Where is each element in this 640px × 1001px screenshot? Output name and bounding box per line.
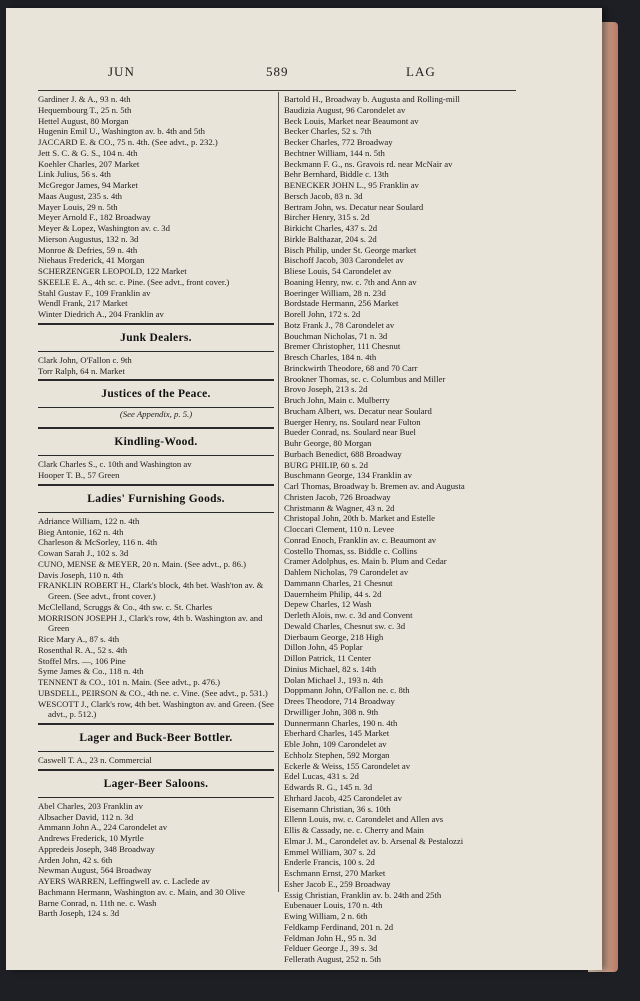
- directory-entry: Fellerath August, 252 n. 5th: [284, 954, 382, 964]
- directory-entry: Stoffel Mrs. —, 106 Pine: [38, 655, 126, 666]
- directory-entry: Bliese Louis, 54 Carondelet av: [284, 266, 392, 276]
- directory-entry: Becker Charles, 52 s. 7th: [284, 126, 372, 137]
- directory-entry: TENNENT & CO., 101 n. Main. (See advt., p. 476.): [38, 677, 221, 687]
- directory-entry: Eckerle & Weiss, 155 Carondelet av: [284, 760, 411, 771]
- directory-entry: Clark John, O'Fallon c. 9th: [38, 354, 132, 365]
- directory-entry: Essig Christian, Franklin av. b. 24th and 25th: [284, 889, 442, 900]
- directory-entry: Bordstade Hermann, 256 Market: [284, 298, 399, 309]
- left-column: [38, 94, 274, 919]
- directory-entry: Conrad Enoch, Franklin av. c. Beaumont av: [284, 534, 437, 545]
- lager-saloons-list: [38, 801, 274, 919]
- directory-entry: Dunnermann Charles, 190 n. 4th: [284, 717, 398, 728]
- directory-entry: Becker Charles, 772 Broadway: [284, 137, 393, 147]
- directory-entry: Bresch Charles, 184 n. 4th: [284, 352, 377, 362]
- directory-entry: Buerger Henry, ns. Soulard near Fulton: [284, 416, 421, 427]
- directory-entry: Edwards R. G., 145 n. 3d: [284, 782, 373, 792]
- directory-entry: SKEELE E. A., 4th sc. c. Pine. (See advt., front cover.): [38, 276, 230, 287]
- directory-entry: Feldkamp Ferdinand, 201 n. 2d: [284, 921, 394, 932]
- directory-entry: Boeringer William, 28 n. 23d: [284, 287, 386, 298]
- directory-entry: Abel Charles, 203 Franklin av: [38, 800, 143, 811]
- directory-entry: Dolan Michael J., 193 n. 4th: [284, 674, 383, 685]
- directory-entry: Cowan Sarah J., 102 s. 3d: [38, 548, 129, 558]
- directory-entry: Eisemann Christian, 36 s. 10th: [284, 803, 391, 814]
- directory-entry: Hugenin Emil U., Washington av. b. 4th and 5th: [38, 126, 205, 137]
- directory-entry: Costello Thomas, ss. Biddle c. Collins: [284, 545, 418, 556]
- directory-entry: Mayer Louis, 29 n. 5th: [38, 201, 118, 212]
- directory-entry: Bersch Jacob, 83 n. 3d: [284, 190, 363, 201]
- directory-entry: BENECKER JOHN L., 95 Franklin av: [284, 180, 419, 190]
- directory-entry: Baudizia August, 96 Carondelet av: [284, 104, 406, 115]
- directory-entry: Beckmann F. G., ns. Gravois rd. near McNair av: [284, 158, 453, 169]
- directory-entry: Dinius Michael, 82 s. 14th: [284, 663, 377, 674]
- directory-entry: Dauernheim Philip, 44 s. 2d: [284, 588, 382, 599]
- directory-entry: Ellis & Cassady, ne. c. Cherry and Main: [284, 825, 424, 835]
- directory-entry: MORRISON JOSEPH J., Clark's row, 4th b. Washington av. and Green: [38, 612, 263, 634]
- directory-entry: FRANKLIN ROBERT H., Clark's block, 4th bet. Wash'ton av. & Green. (See advt., front cover.): [38, 580, 264, 601]
- directory-entry: Hettel August, 80 Morgan: [38, 115, 129, 126]
- directory-entry: Syme James & Co., 118 n. 4th: [38, 666, 144, 677]
- directory-entry: BURG PHILIP, 60 s. 2d: [284, 459, 368, 470]
- directory-entry: Bouchman Nicholas, 71 n. 3d: [284, 330, 388, 341]
- directory-entry: Charleson & McSorley, 116 n. 4th: [38, 537, 158, 548]
- directory-entry: Dahlem Nicholas, 79 Carondelet av: [284, 567, 409, 577]
- directory-entry: Koehler Charles, 207 Market: [38, 158, 140, 169]
- section-heading-lager-bottler: Lager and Buck-Beer Bottler.: [79, 732, 233, 744]
- directory-entry: Wendl Frank, 217 Market: [38, 298, 128, 309]
- directory-entry: Eschmann Ernst, 270 Market: [284, 868, 386, 878]
- directory-entry: Davis Joseph, 110 n. 4th: [38, 569, 124, 580]
- directory-entry: Brookner Thomas, sc. c. Columbus and Miller: [284, 373, 446, 384]
- directory-entry: Ehrhard Jacob, 425 Carondelet av: [284, 792, 402, 803]
- directory-entry: Emmel William, 307 s. 2d: [284, 846, 376, 857]
- directory-entry: Depew Charles, 12 Wash: [284, 599, 372, 610]
- junk-list: [38, 355, 274, 377]
- directory-entry: Dewald Charles, Chesnut sw. c. 3d: [284, 620, 406, 631]
- directory-entry: Elmar J. M., Carondelet av. b. Arsenal & Pestalozzi: [284, 835, 464, 846]
- directory-entry: Borell John, 172 s. 2d: [284, 309, 361, 319]
- directory-entry: Maas August, 235 s. 4th: [38, 190, 122, 201]
- directory-entry: Rice Mary A., 87 s. 4th: [38, 634, 120, 644]
- directory-entry: Behr Bernhard, Biddle c. 13th: [284, 169, 389, 180]
- directory-entry: Bertram John, ws. Decatur near Soulard: [284, 201, 424, 212]
- directory-entry: SCHERZENGER LEOPOLD, 122 Market: [38, 266, 187, 276]
- directory-entry: Ammann John A., 224 Carondelet av: [38, 822, 168, 833]
- directory-entry: Christmann & Wagner, 43 n. 2d: [284, 502, 395, 513]
- directory-entry: Dillon Patrick, 11 Center: [284, 653, 372, 663]
- directory-entry: Arden John, 42 s. 6th: [38, 854, 113, 865]
- directory-entry: Edel Lucas, 431 s. 2d: [284, 771, 359, 782]
- directory-entry: Beck Louis, Market near Beaumont av: [284, 115, 419, 126]
- directory-entry: Hequembourg T., 25 n. 5th: [38, 104, 132, 115]
- directory-entry: Boaning Henry, nw. c. 7th and Ann av: [284, 276, 417, 287]
- directory-entry: McGregor James, 94 Market: [38, 180, 138, 190]
- directory-entry: AYERS WARREN, Leffingwell av. c. Laclede av: [38, 876, 210, 886]
- directory-entry: Bieg Antonie, 162 n. 4th: [38, 526, 124, 537]
- directory-entry: Eble John, 109 Carondelet av: [284, 739, 387, 749]
- header-right-guide: LAG: [406, 64, 436, 79]
- directory-entry: Andrews Frederick, 10 Myrtle: [38, 833, 144, 843]
- directory-entry: JACCARD E. & CO., 75 n. 4th. (See advt., p. 232.): [38, 137, 218, 147]
- directory-entry: Barth Joseph, 124 s. 3d: [38, 908, 120, 919]
- directory-entry: Botz Frank J., 78 Carondelet av: [284, 319, 395, 330]
- directory-entry: Christen Jacob, 726 Broadway: [284, 491, 391, 502]
- directory-entry: Cramer Adolphus, es. Main b. Plum and Cedar: [284, 556, 447, 567]
- kindling-list: [38, 459, 274, 481]
- directory-entry: Stahl Gustav F., 109 Franklin av: [38, 287, 151, 298]
- directory-entry: Bischoff Jacob, 303 Carondelet av: [284, 255, 404, 266]
- directory-entry: CUNO, MENSE & MEYER, 20 n. Main. (See advt., p. 86.): [38, 558, 247, 569]
- right-column: [284, 94, 516, 965]
- directory-entry: Adriance William, 122 n. 4th: [38, 515, 140, 526]
- directory-entry: Bueder Conrad, ns. Soulard near Buel: [284, 427, 416, 438]
- saloon-continued-list: [284, 94, 516, 965]
- directory-entry: Bruch John, Main c. Mulberry: [284, 395, 390, 405]
- section-heading-junk: Junk Dealers.: [120, 331, 192, 344]
- directory-entry: UBSDELL, PEIRSON & CO., 4th ne. c. Vine. (See advt., p. 531.): [38, 687, 268, 698]
- directory-entry: Eubenauer Louis, 170 n. 4th: [284, 900, 383, 911]
- directory-entry: Derleth Alois, nw. c. 3d and Convent: [284, 610, 413, 620]
- directory-entry: Barne Conrad, n. 11th ne. c. Wash: [38, 897, 157, 908]
- directory-entry: Drees Theodore, 714 Broadway: [284, 696, 395, 706]
- directory-entry: WESCOTT J., Clark's row, 4th bet. Washington av. and Green. (See advt., p. 512.): [38, 698, 274, 720]
- directory-entry: Bachmann Hermann, Washington av. c. Main, and 30 Olive: [38, 886, 246, 897]
- directory-entry: Bircher Henry, 315 s. 2d: [284, 212, 370, 223]
- justices-note: (See Appendix, p. 5.): [119, 409, 193, 420]
- directory-entry: Birkicht Charles, 437 s. 2d: [284, 223, 378, 233]
- column-divider: [278, 92, 279, 892]
- directory-entry: Echholz Stephen, 592 Morgan: [284, 749, 390, 760]
- directory-entry: Monroe & Defries, 59 n. 4th: [38, 244, 138, 255]
- directory-entry: Doppmann John, O'Fallon ne. c. 8th: [284, 685, 410, 696]
- section-heading-lager-saloons: Lager-Beer Saloons.: [103, 777, 209, 790]
- directory-entry: Caswell T. A., 23 n. Commercial: [38, 755, 152, 765]
- directory-entry: Bartold H., Broadway b. Augusta and Rolling-mill: [284, 94, 460, 104]
- directory-entry: Burbach Benedict, 688 Broadway: [284, 448, 402, 459]
- continued-list: [38, 94, 274, 320]
- directory-entry: Torr Ralph, 64 n. Market: [38, 365, 125, 376]
- directory-entry: Birkle Balthazar, 204 s. 2d: [284, 233, 377, 244]
- directory-entry: Ellenn Louis, nw. c. Carondelet and Allen avs: [284, 814, 444, 825]
- directory-entry: Ewing William, 2 n. 6th: [284, 911, 368, 921]
- directory-entry: Gardiner J. & A., 93 n. 4th: [38, 94, 131, 104]
- page-number: 589: [266, 64, 289, 79]
- directory-entry: Rosenthal R. A., 52 s. 4th: [38, 644, 128, 655]
- directory-entry: McClelland, Scruggs & Co., 4th sw. c. St. Charles: [38, 601, 213, 612]
- directory-entry: Felduer George J., 39 s. 3d: [284, 943, 378, 954]
- directory-entry: Clark Charles S., c. 10th and Washington av: [38, 459, 192, 470]
- directory-entry: Drwilliger John, 308 n. 9th: [284, 706, 379, 717]
- header-left-guide: JUN: [108, 64, 135, 79]
- directory-entry: Meyer & Lopez, Washington av. c. 3d: [38, 223, 170, 233]
- directory-entry: Jett S. C. & G. S., 104 n. 4th: [38, 147, 138, 158]
- directory-entry: Link Julius, 56 s. 4th: [38, 169, 111, 180]
- directory-entry: Bisch Philip, under St. George market: [284, 244, 417, 255]
- directory-entry: Albsacher David, 112 n. 3d: [38, 811, 134, 822]
- ladies-list: [38, 516, 274, 720]
- directory-entry: Buhr George, 80 Morgan: [284, 438, 372, 448]
- directory-entry: Buschmann George, 134 Franklin av: [284, 470, 412, 481]
- directory-entry: Dierbaum George, 218 High: [284, 631, 384, 642]
- header-rule: [38, 90, 516, 91]
- directory-entry: Christopal John, 20th b. Market and Estelle: [284, 513, 436, 524]
- directory-entry: Carl Thomas, Broadway b. Bremen av. and Augusta: [284, 481, 465, 491]
- section-heading-kindling: Kindling-Wood.: [114, 436, 198, 449]
- directory-entry: Bremer Christopher, 111 Chesnut: [284, 341, 401, 352]
- directory-entry: Eberhard Charles, 145 Market: [284, 728, 390, 739]
- section-heading-ladies: Ladies' Furnishing Goods.: [87, 492, 225, 505]
- lager-bottler-list: [38, 755, 274, 766]
- directory-entry: Newman August, 564 Broadway: [38, 865, 152, 876]
- directory-entry: Appredeis Joseph, 348 Broadway: [38, 843, 155, 854]
- section-heading-justices: Justices of the Peace.: [101, 388, 211, 401]
- directory-entry: Hooper T. B., 57 Green: [38, 470, 120, 480]
- directory-entry: Brucham Albert, ws. Decatur near Soulard: [284, 405, 432, 416]
- directory-entry: Bechtner William, 144 n. 5th: [284, 147, 385, 158]
- directory-entry: Dammann Charles, 21 Chesnut: [284, 577, 393, 588]
- directory-entry: Enderle Francis, 100 s. 2d: [284, 857, 375, 868]
- directory-entry: Brovo Joseph, 213 s. 2d: [284, 384, 368, 395]
- directory-entry: Niehaus Frederick, 41 Morgan: [38, 255, 145, 266]
- directory-entry: Mierson Augustus, 132 n. 3d: [38, 233, 139, 244]
- directory-entry: Winter Diedrich A., 204 Franklin av: [38, 309, 164, 319]
- directory-entry: Brinckwirth Theodore, 68 and 70 Carr: [284, 362, 418, 373]
- directory-entry: Dillon John, 45 Poplar: [284, 642, 363, 653]
- directory-entry: Cloccari Clement, 110 n. Levee: [284, 524, 395, 534]
- directory-entry: Feldman John H., 95 n. 3d: [284, 932, 377, 943]
- directory-entry: Meyer Arnold F., 182 Broadway: [38, 212, 151, 223]
- page-header: [38, 64, 518, 82]
- directory-entry: Esher Jacob E., 259 Broadway: [284, 878, 391, 889]
